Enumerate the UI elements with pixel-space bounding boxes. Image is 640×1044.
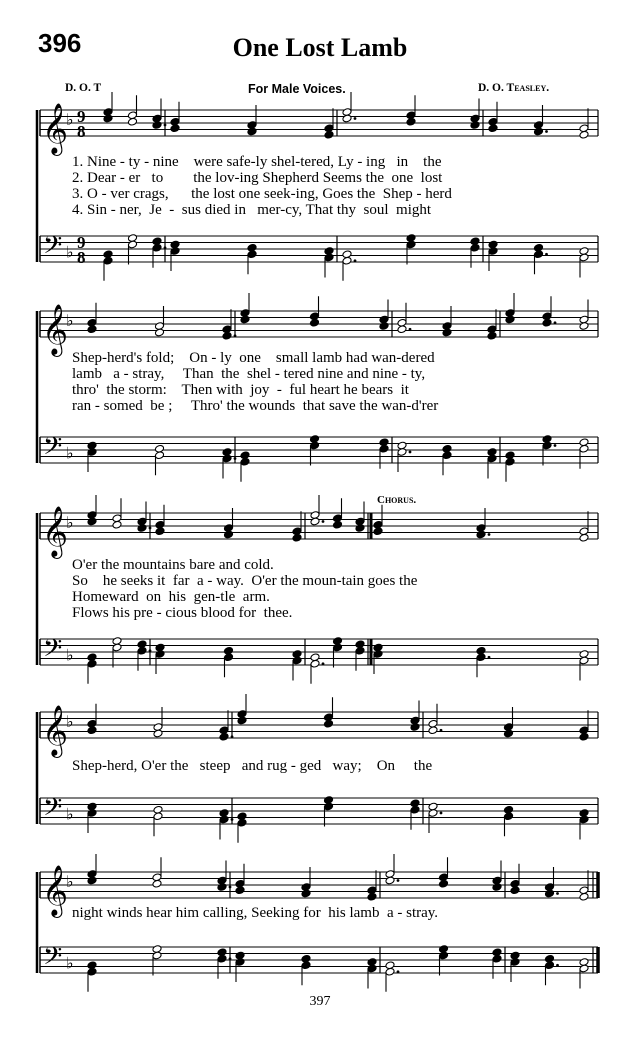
lyric-line: Shep-herd's fold; On - ly one small lamb had wan-dered xyxy=(72,350,435,366)
lyric-line: night winds hear him calling, Seeking for his lamb a - stray. xyxy=(72,905,439,921)
dot xyxy=(229,957,232,960)
dot xyxy=(229,886,232,889)
dot xyxy=(397,879,400,882)
note-head xyxy=(510,886,520,895)
dot xyxy=(556,892,559,895)
voicing-note: For Male Voices. xyxy=(248,82,346,96)
time-signature-numerator: 9 xyxy=(77,107,86,126)
dot xyxy=(397,970,400,973)
note-head xyxy=(438,879,448,888)
flat-icon: ♭ xyxy=(66,445,74,463)
note-head xyxy=(152,879,162,888)
note-head xyxy=(544,889,554,898)
treble-clef-icon: 𝄞 xyxy=(42,506,69,557)
note-head xyxy=(492,883,502,892)
flat-icon: ♭ xyxy=(66,313,74,330)
flat-icon: ♭ xyxy=(66,874,74,891)
chorus-label: Chorus. xyxy=(377,494,417,506)
lyric-line: 4. Sin - ner, Je - sus died in mer-cy, That thy soul might xyxy=(72,202,432,218)
note-head xyxy=(579,892,589,901)
bass-clef-icon: 𝄢 xyxy=(43,432,63,467)
lyric-line: 1. Nine - ty - nine were safe-ly shel-tered, Ly - ing in the xyxy=(72,154,442,170)
flat-icon: ♭ xyxy=(66,515,74,532)
hymn-number: 396 xyxy=(38,28,82,58)
lyric-line: So he seeks it far a - way. O'er the moun-tain goes the xyxy=(72,573,418,589)
treble-clef-icon: 𝄞 xyxy=(42,865,69,916)
flat-icon: ♭ xyxy=(66,955,74,973)
note-head xyxy=(87,876,97,885)
treble-clef-icon: 𝄞 xyxy=(42,304,69,355)
flat-icon: ♭ xyxy=(66,244,74,262)
bass-clef-icon: 𝄢 xyxy=(43,793,63,828)
note-head xyxy=(367,892,377,901)
bass-staff xyxy=(40,942,598,992)
flat-icon: ♭ xyxy=(66,714,74,731)
time-signature-denominator: 8 xyxy=(77,248,86,267)
hymn-title: One Lost Lamb xyxy=(232,33,408,62)
treble-clef-icon: 𝄞 xyxy=(42,705,69,756)
bass-clef-icon: 𝄢 xyxy=(43,942,63,977)
time-signature-numerator: 9 xyxy=(77,233,86,252)
lyric-line: Flows his pre - cious blood for thee. xyxy=(72,605,293,621)
bass-clef-icon: 𝄢 xyxy=(43,231,63,266)
flat-icon: ♭ xyxy=(66,647,74,665)
note-head xyxy=(235,886,245,895)
lyric-line: ran - somed be ; Thro' the wounds that save the wan-d'rer xyxy=(72,398,439,414)
page-number: 397 xyxy=(309,994,331,1009)
dot xyxy=(556,964,559,967)
lyric-line: thro' the storm: Then with joy - ful heart he bears it xyxy=(72,382,409,398)
lyric-line: 2. Dear - er to the lov-ing Shepherd Seems the one lost xyxy=(72,170,443,186)
flat-icon: ♭ xyxy=(66,806,74,824)
time-signature-denominator: 8 xyxy=(77,122,86,141)
lyric-line: 3. O - ver crags, the lost one seek-ing, Goes the Shep - herd xyxy=(72,186,452,202)
flat-icon: ♭ xyxy=(66,112,74,129)
lyric-line: O'er the mountains bare and cold. xyxy=(72,557,274,573)
lyric-line: lamb a - stray, Than the shel - tered nine and nine - ty, xyxy=(72,366,426,382)
note-head xyxy=(217,883,227,892)
treble-clef-icon: 𝄞 xyxy=(42,103,69,154)
note-head xyxy=(385,876,395,885)
note-head xyxy=(301,889,311,898)
composer-credit: D. O. Teasley. xyxy=(478,82,550,94)
text-author-credit: D. O. T xyxy=(65,82,102,94)
lyric-line: Shep-herd, O'er the steep and rug - ged way; On the xyxy=(72,758,433,774)
lyric-line: Homeward on his gen-tle arm. xyxy=(72,589,270,605)
bass-clef-icon: 𝄢 xyxy=(43,634,63,669)
